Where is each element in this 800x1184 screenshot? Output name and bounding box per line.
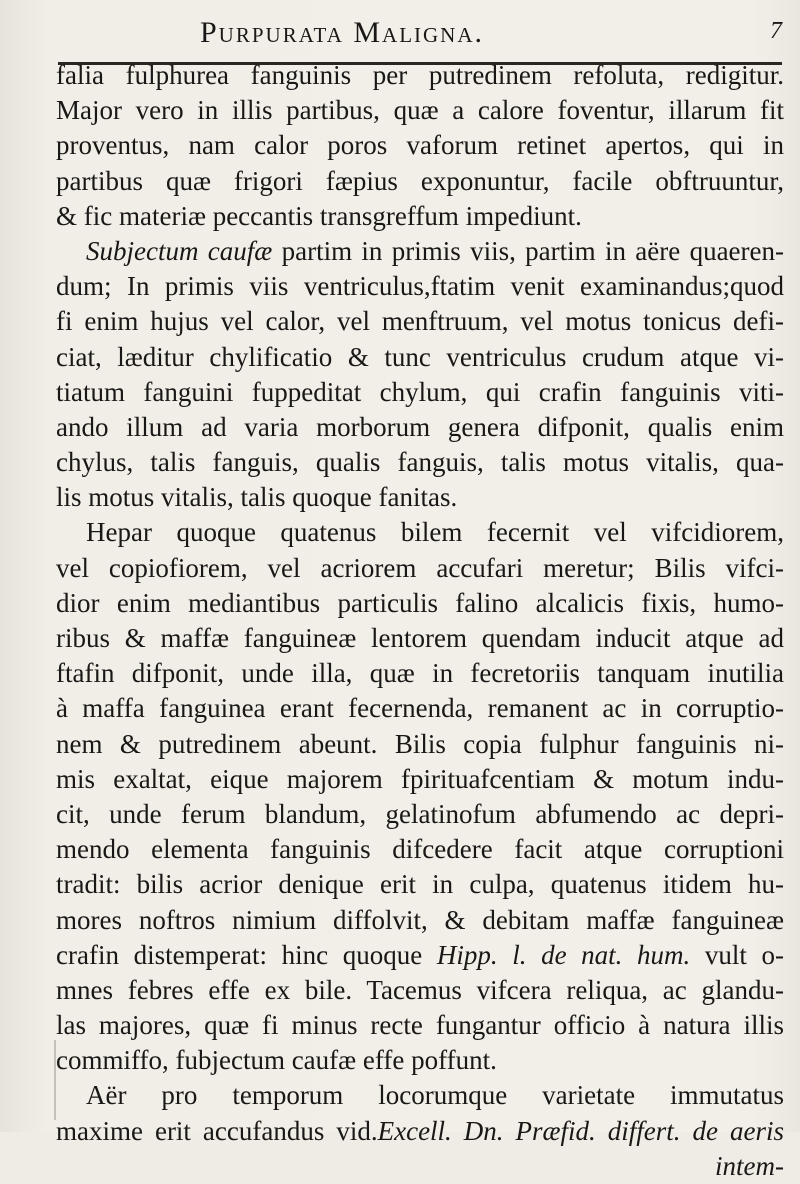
page-number: 7 (770, 18, 782, 44)
text-line (56, 938, 784, 973)
text-line (56, 1114, 784, 1149)
text-line: Major vero in illis partibus, quæ a calore foventur, illarum fit (56, 95, 784, 126)
text-line: fi enim hujus vel calor, vel menftruum, vel motus tonicus defi- (56, 306, 784, 337)
text-line: mendo elementa fanguinis difcedere facit atque corruptioni (56, 834, 784, 865)
text-line: ribus & maffæ fanguineæ lentorem quendam inducit atque ad (56, 623, 784, 653)
text-line: chylus, talis fanguis, qualis fanguis, talis motus vitalis, qua- (56, 447, 784, 478)
italic-citation: Hipp. l. de nat. hum. (436, 939, 691, 970)
text-line: commiffo, fubjectum caufæ effe poffunt. (56, 1045, 497, 1076)
text-span: partim in primis viis, partim in aëre quaeren- (281, 235, 784, 266)
text-line: vel copiofiorem, vel acriorem accufari meretur; Bilis vifci- (56, 552, 784, 583)
text-line: lis motus vitalis, talis quoque fanitas. (56, 482, 458, 513)
margin-shadow (54, 1040, 56, 1120)
text-span: vult o- (704, 939, 785, 970)
text-line: à maffa fanguinea erant fecernenda, remanent ac in corruptio- (56, 693, 784, 724)
text-line (56, 234, 784, 269)
text-line: cit, unde ferum blandum, gelatinofum abfumendo ac depri- (56, 798, 784, 829)
text-line: ftafin difponit, unde illa, quæ in fecretoriis tanquam inutilia (56, 658, 784, 689)
catchword: intem- (715, 1150, 784, 1181)
text-line: Hepar quoque quatenus bilem fecernit vel vifcidiorem, (86, 517, 784, 548)
running-title: Purpurata Maligna. (200, 16, 485, 49)
text-line: tiatum fanguini fuppeditat chylum, qui crafin fanguinis viti- (56, 376, 784, 407)
text-span: maxime erit accufandus vid. (56, 1115, 378, 1146)
text-line: las majores, quæ fi minus recte fungantur officio à natura illis (56, 1010, 784, 1041)
text-line: mores noftros nimium diffolvit, & debitam maffæ fanguineæ (56, 904, 784, 935)
text-span: crafin distemperat: hinc quoque (56, 939, 423, 970)
text-line: nem & putredinem abeunt. Bilis copia fulphur fanguinis ni- (56, 728, 784, 759)
text-line: mnes febres effe ex bile. Tacemus vifcera reliqua, ac glandu- (56, 974, 784, 1005)
italic-citation: Excell. Dn. Præfid. differt. de aeris (377, 1115, 784, 1146)
text-line: mis exaltat, eique majorem fpirituafcentiam & motum indu- (56, 763, 784, 794)
text-line: dior enim mediantibus particulis falino alcalicis fixis, humo- (56, 587, 784, 618)
text-line: & fic materiæ peccantis transgreffum impediunt. (56, 200, 582, 231)
text-line: proventus, nam calor poros vaforum retinet apertos, qui in (56, 130, 784, 161)
text-line: Aër pro temporum locorumque varietate immutatus (86, 1080, 784, 1111)
text-line: tradit: bilis acrior denique erit in culpa, quatenus itidem hu- (56, 869, 784, 900)
body-text (56, 58, 784, 1184)
text-line: falia fulphurea fanguinis per putredinem refoluta, redigitur. (56, 60, 784, 90)
text-line: ando illum ad varia morborum genera difponit, qualis enim (56, 411, 784, 442)
text-line: partibus quæ frigori fæpius exponuntur, facile obftruuntur, (56, 165, 784, 196)
text-line: dum; In primis viis ventriculus,ftatim venit examinandus;quod (56, 271, 784, 302)
text-line: ciat, læditur chylificatio & tunc ventriculus crudum atque vi- (56, 341, 784, 372)
italic-term: Subjectum caufæ (86, 235, 273, 266)
